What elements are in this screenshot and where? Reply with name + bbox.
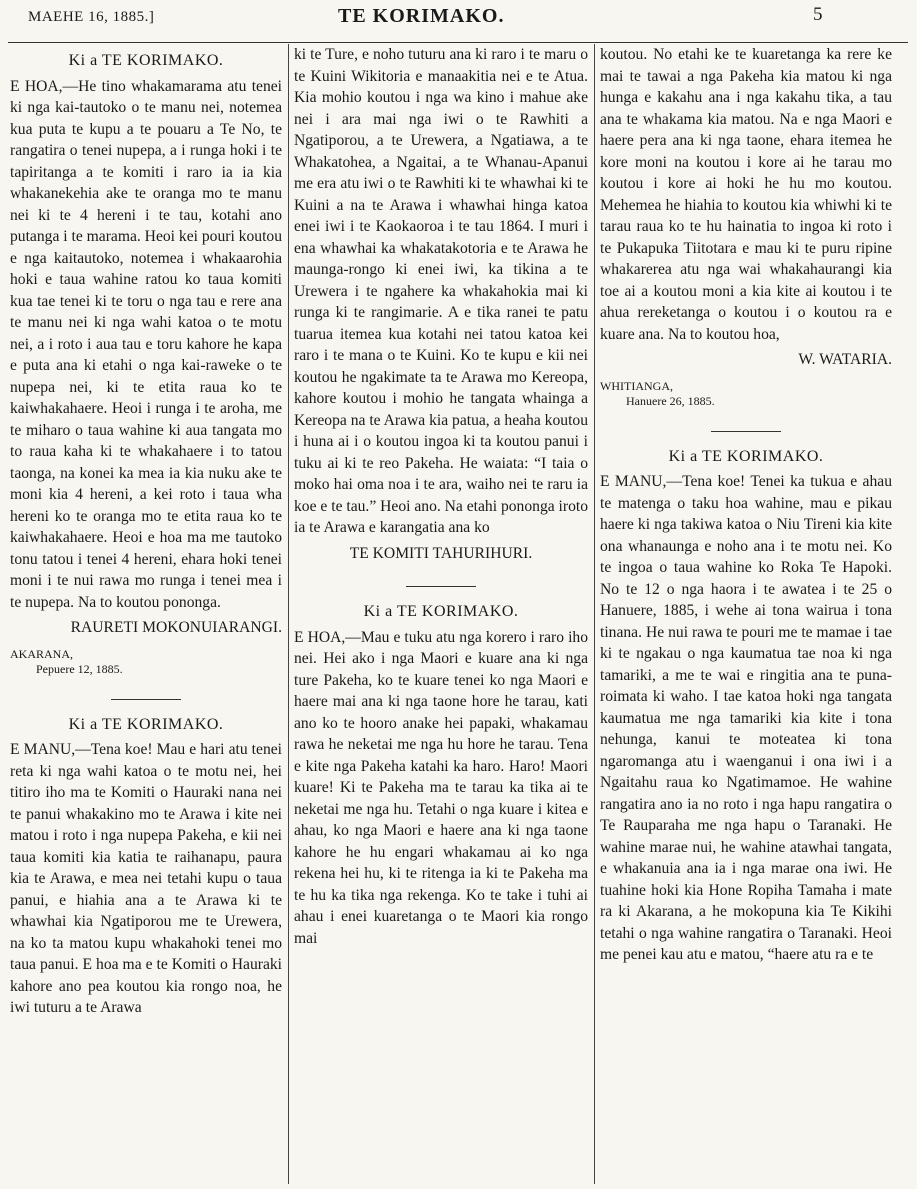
letter-text: koutou. No etahi ke te kuaretanga ka rere ke mai te tawai a nga Pakeha kia matou ki nga hunga e kakahu ana i nga kakahu tika, a tau ana te whakama kia matou. Na e nga Maori e haere pera ana ki nga taone, ehara itemea he kore moni na koutou i kore ai he tarau mo koutou i kore ai hoki he hu mo koutou. Mehemea he hiahia to koutou kia whiwhi ki te tarau raua ko te hu hainatia to ingoa ki roto i te Pukapuka Tiitotara e mau ki te puru ripine whakarerea atu nga wai whakahaurangi kia toe ai a koutou moni a kia kite ai koutou i te ahua rereketanga o koutou i o koutou ra e kuare ana. Na to koutou hoa, [600, 46, 892, 343]
column-2 [294, 44, 588, 1186]
salutation: E MANU, [10, 741, 76, 758]
dateline-date: Pepuere 12, 1885. [36, 661, 123, 676]
section-separator [711, 431, 781, 432]
issue-date: MAEHE 16, 1885.] [28, 9, 155, 25]
letter-text: —Mau e tuku atu nga korero i raro iho nei. Hei ako i nga Maori e kuare ana ki nga ture Pakeha, ko te kuare tenei ko nga Maori e haere mai ana ki nga taone hore he tarau, kati ano ko te hooro anake hei papaki, whakamau rawa he neketai me nga hu hore he tarau. Tena e kite nga Pakeha katahi ka haro. Haro! Maori kuare! Ki te Pakeha ma te tarau ka tika ai te neketai me nga hu. Tetahi o nga kuare i kitea e ahau, ko nga Maori e haere ana ki nga taone kahore he hu engari whakamau ai ko nga rekena hei hu, ki te ritenga ia ki te Pakeha ma te hu ka tika nga rekenga. Ko te take i tuhi ai ahau i enei kuaretanga o te Maori kia rongo mai [294, 628, 588, 947]
letter-heading: Ki a TE KORIMAKO. [68, 52, 224, 69]
column-divider-2 [594, 44, 595, 1184]
letter-body [294, 44, 588, 539]
letter-heading: Ki a TE KORIMAKO. [668, 447, 824, 465]
signature: TE KOMITI TAHURIHURI. [349, 544, 533, 562]
page-header [0, 0, 917, 34]
dateline-place: WHITIANGA, [600, 378, 673, 393]
signature: W. WATARIA. [798, 351, 892, 368]
letter-body [600, 471, 892, 966]
letter-heading: Ki a TE KORIMAKO. [363, 603, 519, 620]
letter-body [294, 627, 588, 950]
newspaper-title: TE KORIMAKO. [338, 5, 505, 27]
signature: RAURETI MOKONUIARANGI. [70, 619, 282, 636]
column-divider-1 [288, 44, 289, 1184]
letter-heading: Ki a TE KORIMAKO. [68, 715, 224, 733]
column-1 [10, 44, 282, 1186]
letter-text: —Tena koe! Mau e hari atu tenei reta ki nga wahi katoa o te motu nei, hei titiro iho ma te Komiti o Hauraki nana nei te panui whakakino mo te Arawa i kite nei matou i roto i nga nupepa Pakeha, e kii nei taua komiti kia katia te raihanapu, paura kia te Arawa, e mea nei tetahi kupu o taua panui, e hiahia ana a te Arawa ki te whawhai kia Ngatiporou me te Urewera, na ko ta matou kupu whakahoki tenei mo taua panui. E hoa ma e te Komiti o Hauraki kahore ano pea koutou kia rongo noa, he iwi tuturu a te Arawa [10, 741, 282, 1016]
header-rule [8, 42, 908, 43]
section-separator [111, 699, 181, 700]
letter-body [600, 44, 892, 345]
section-separator [406, 586, 476, 587]
page-number: 5 [813, 4, 823, 25]
column-3 [600, 44, 892, 1186]
letter-text: —Tena koe! Tenei ka tukua e ahau te matenga o taku hoa wahine, mau e pikau haere ki nga takiwa katoa o Niu Tireni kia kite ona whanaunga e noho ana i te motu nei. Ko te ingoa o taua wahine ko Roka Te Hapoki. No te 12 o nga haora i te awatea i te 25 o Hanuere, 1885, i wehe ai tona wairua i tona tinana. He nui rawa te pouri me te mamae i tae ki te ngakau o nga kaumatua tae noa ki nga tamariki, a me te wai e ringitia ana te puna-roimata ki waho. I tae katoa hoki nga tangata kaumatua me nga tamariki kia kite i tona nehunga, kanui te moteatea ki tona ngaromanga atu i waenganui i ona iwi i a Ngaitahu raua ko Ngatimamoe. He wahine rangatira ano ia no roto i nga hapu rangatira o Te Rauparaha me nga hapu o Taranaki. He wahine marae nui, he wahine atawhai tangata, e whakanuia ana ia i nga marae ona iwi. He tuahine hoki kia Hone Ropiha Tamaha i mate ra ki Akarana, a he mokopuna kia Te Kikihi tetahi o nga wahine rangatira o Taranaki. Heoi me penei kau atu e matou, “haere atu ra e te [600, 473, 892, 963]
letter-body [10, 76, 282, 614]
letter-text: —He tino whakamarama atu tenei ki nga kai-tautoko o te manu nei, notemea kua puta te kupu a te pouaru a Te No, te rangatira o tenei nupepa, a i runga hoki i te tapiritanga a te komiti i raro ia ia kia whakanekehia ake te oranga mo te manu nei ki te 4 hereni i te tau, kotahi ano putanga i te marama. Heoi kei pouri koutou e nga kaitautoko, notemea i whakaarohia hoki e taua wahine ratou ko taua komiti kua tae tenei ki te toru o nga tau e rere ana te manu nei ki nga wahi katoa o te motu nei, a i roto i aua tau e toru kahore he kapa e puta ana ki etahi o nga kai-raweke o te nupepa nei, ki te etita raua ko te kaiwhakahaere. Heoi i runga i te aroha, me te miharo o taua wahine ki aua tangata mo to raua kaha ki te whakahaere i to tatou taonga, na konei ka mea ia kia nuku ake te moni kia 4 hereni, a kei roto i taua wha hereni ko te oranga mo te etita raua ko te kaiwhakahaere. Heoi e hoa ma me tautoko tonu tatou i tenei 4 hereni, ehara hoki tenei moni i te nui rawa mo runga i tenei mea i te nupepa. Na to koutou pononga. [10, 77, 282, 611]
salutation: E HOA, [10, 77, 63, 95]
salutation: E HOA, [294, 628, 346, 646]
letter-body [10, 739, 282, 1019]
dateline-place: AKARANA, [10, 646, 73, 661]
dateline-date: Hanuere 26, 1885. [626, 393, 715, 408]
letter-text: ki te Ture, e noho tuturu ana ki raro i te maru o te Kuini Wikitoria e manaakitia nei e te Atua. Kia mohio koutou i nga wa kino i mahue ake nei i ara mai nga iwi o te Rawhiti a Ngatiporou, a te Urewera, a Ngatiawa, a te Whakatohea, a Ngaitai, a te Whanau-Apanui me era atu iwi o te Rawhiti ki te whawhai ki te Kuini a na te Arawa i whawhai hinga katoa enei iwi i te Kaokaoroa i te tau 1864. I muri i ena whawhai ka whakatakotoria e te Arawa he maunga-rongo ki enei iwi, ka tikina a te Urewera i te ngahere ka whakahokia mai ki runga ki te rangimarie. A e tika ranei te patu tuarua itemea kua kotahi nei tatou katoa kei raro i te mana o te Kuini. Ko te kupu e kii nei koutou he ngakimate ta te Arawa mo Kereopa, kahore koutou i mohio he tangata whainga a Kereopa na te Arawa kia patua, a heaha koutou i huna ai i o koutou ingoa ki ta koutou panui i tuku ai ki te reo Pakeha. He waiata: “I taia o moko hai oma noa i te ara, waiho nei te raru ia koe e te tau.” Heoi ano. Na etahi pononga iroto ia te Arawa e karangatia ana ko [294, 46, 588, 536]
salutation: E MANU, [600, 473, 667, 490]
